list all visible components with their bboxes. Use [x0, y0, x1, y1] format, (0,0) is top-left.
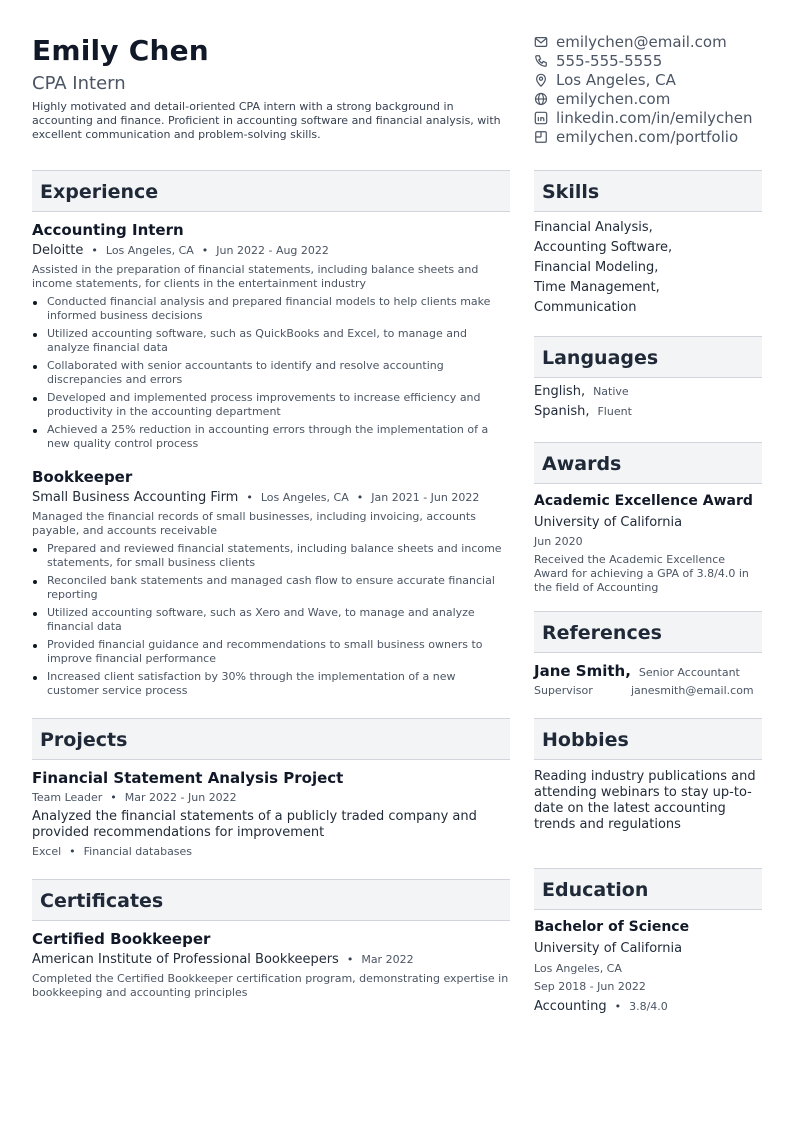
language-item: [534, 404, 632, 424]
certificate-date: Mar 2022: [361, 953, 414, 966]
separator-dot: •: [246, 491, 253, 504]
references-heading: [534, 611, 762, 653]
summary: Highly motivated and detail-oriented CPA intern with a strong background in accounting and finance. Proficient in accounting software and financial analysis, with excellent communication and problem-solving skills.: [32, 100, 501, 141]
globe-icon: [534, 92, 548, 106]
education-field: Accounting: [534, 999, 607, 1014]
contact-website-text: emilychen.com: [556, 89, 671, 108]
skill-item: Time Management,: [534, 280, 660, 295]
contact-email[interactable]: [534, 32, 753, 51]
contact-linkedin-text: linkedin.com/in/emilychen: [556, 108, 753, 127]
languages-heading-label: Languages: [542, 347, 659, 369]
award-issuer: University of California: [534, 515, 683, 530]
awards-heading-label: Awards: [542, 453, 622, 475]
job-company: Small Business Accounting Firm: [32, 490, 239, 505]
reference-relation: Supervisor: [534, 684, 593, 697]
certificate-title: Certified Bookkeeper: [32, 930, 211, 948]
portfolio-icon: [534, 130, 548, 144]
skills-list: [534, 218, 672, 318]
contact-website[interactable]: [534, 89, 753, 108]
job-meta: [32, 243, 329, 258]
contact-email-text: emilychen@email.com: [556, 32, 727, 51]
award-title: Academic Excellence Award: [534, 493, 753, 509]
hobbies-heading-label: Hobbies: [542, 729, 629, 751]
hobbies-heading: [534, 718, 762, 760]
project-tool: Excel: [32, 845, 62, 858]
awards-heading: [534, 442, 762, 484]
job-company: Deloitte: [32, 243, 84, 258]
job-description: Managed the financial records of small businesses, including invoicing, accounts payable, and accounts receivable: [32, 510, 476, 537]
references-heading-label: References: [542, 622, 662, 644]
project-tool: Financial databases: [83, 845, 193, 858]
project-description: Analyzed the financial statements of a publicly traded company and provided recommendations for improvement: [32, 809, 477, 840]
reference-title: Senior Accountant: [638, 666, 740, 679]
phone-icon: [534, 54, 548, 68]
skills-heading: [534, 170, 762, 212]
separator-dot: •: [614, 1000, 622, 1013]
contact-portfolio[interactable]: [534, 127, 753, 146]
reference-name: Jane Smith,: [534, 662, 631, 680]
education-school: University of California: [534, 941, 683, 956]
contact-phone[interactable]: [534, 51, 753, 70]
languages-heading: [534, 336, 762, 378]
job-dates: Jan 2021 - Jun 2022: [371, 491, 480, 504]
projects-heading: [32, 718, 510, 760]
project-dates: Mar 2022 - Jun 2022: [124, 791, 237, 804]
education-gpa: 3.8/4.0: [629, 1000, 668, 1013]
job-description: Assisted in the preparation of financial statements, including balance sheets and income statements, for clients in the entertainment industry: [32, 263, 479, 290]
skill-item: Accounting Software,: [534, 240, 673, 255]
skills-heading-label: Skills: [542, 181, 600, 203]
languages-list: [534, 384, 632, 424]
job-location: Los Angeles, CA: [260, 491, 349, 504]
certificate-meta: [32, 952, 414, 967]
project-tools: [32, 845, 192, 858]
project-title: Financial Statement Analysis Project: [32, 769, 344, 787]
contact-location: [534, 70, 753, 89]
location-pin-icon: [534, 73, 548, 87]
project-meta: [32, 791, 237, 804]
job-title: Bookkeeper: [32, 468, 133, 486]
certificate-description: Completed the Certified Bookkeeper certification program, demonstrating expertise in bookkeeping and accounting principles: [32, 972, 509, 999]
certificate-issuer: American Institute of Professional Bookkeepers: [32, 952, 339, 967]
education-location: Los Angeles, CA: [534, 962, 622, 975]
list-item: Increased client satisfaction by 30% through the implementation of a new customer service process: [32, 670, 510, 698]
job-bullets: [32, 542, 510, 702]
reference-header: [534, 662, 740, 680]
linkedin-icon: [534, 111, 548, 125]
certificates-heading-label: Certificates: [40, 890, 164, 912]
hobbies-text: Reading industry publications and attending webinars to stay up-to-date on the latest accounting trends and regulations: [534, 769, 756, 832]
education-degree: Bachelor of Science: [534, 919, 690, 935]
list-item: Utilized accounting software, such as Xero and Wave, to manage and analyze financial data: [32, 606, 510, 634]
skill-item: Financial Analysis,: [534, 220, 653, 235]
skill-item: Communication: [534, 300, 637, 315]
language-item: [534, 384, 632, 404]
job-bullets: [32, 295, 510, 455]
job-dates: Jun 2022 - Aug 2022: [216, 244, 329, 257]
contact-linkedin[interactable]: [534, 108, 753, 127]
list-item: Reconciled bank statements and managed cash flow to ensure accurate financial reporting: [32, 574, 510, 602]
contact-location-text: Los Angeles, CA: [556, 70, 676, 89]
list-item: Provided financial guidance and recommendations to small business owners to improve financial performance: [32, 638, 510, 666]
job-meta: [32, 490, 479, 505]
language-level: Fluent: [597, 405, 632, 418]
candidate-role: CPA Intern: [32, 73, 126, 94]
list-item: Prepared and reviewed financial statements, including balance sheets and income statements, for small business clients: [32, 542, 510, 570]
contact-portfolio-text: emilychen.com/portfolio: [556, 127, 739, 146]
certificates-heading: [32, 879, 510, 921]
education-heading: [534, 868, 762, 910]
contact-list: [534, 32, 753, 146]
education-dates: Sep 2018 - Jun 2022: [534, 980, 646, 993]
education-heading-label: Education: [542, 879, 649, 901]
separator-dot: •: [201, 244, 209, 257]
list-item: Conducted financial analysis and prepared financial models to help clients make informed business decisions: [32, 295, 510, 323]
award-date: Jun 2020: [534, 535, 583, 548]
language-level: Native: [593, 385, 629, 398]
project-role: Team Leader: [32, 791, 103, 804]
contact-phone-text: 555-555-5555: [556, 51, 663, 70]
reference-email[interactable]: janesmith@email.com: [631, 684, 754, 697]
candidate-name: Emily Chen: [32, 34, 209, 67]
job-title: Accounting Intern: [32, 221, 184, 239]
list-item: Achieved a 25% reduction in accounting errors through the implementation of a new quality control process: [32, 423, 510, 451]
list-item: Developed and implemented process improvements to increase efficiency and productivity in the accounting department: [32, 391, 510, 419]
projects-heading-label: Projects: [40, 729, 128, 751]
education-field-row: [534, 999, 668, 1014]
job-location: Los Angeles, CA: [105, 244, 194, 257]
separator-dot: •: [91, 244, 98, 257]
experience-heading-label: Experience: [40, 181, 159, 203]
language-name: Spanish,: [534, 404, 590, 419]
experience-heading: [32, 170, 510, 212]
skill-item: Financial Modeling,: [534, 260, 659, 275]
separator-dot: •: [356, 491, 364, 504]
list-item: Utilized accounting software, such as QuickBooks and Excel, to manage and analyze financial data: [32, 327, 510, 355]
separator-dot: •: [110, 791, 117, 804]
separator-dot: •: [346, 953, 354, 966]
list-item: Collaborated with senior accountants to identify and resolve accounting discrepancies and errors: [32, 359, 510, 387]
separator-dot: •: [69, 845, 76, 858]
award-description: Received the Academic Excellence Award for achieving a GPA of 3.8/4.0 in the field of Accounting: [534, 553, 749, 594]
mail-icon: [534, 35, 548, 49]
language-name: English,: [534, 384, 586, 399]
